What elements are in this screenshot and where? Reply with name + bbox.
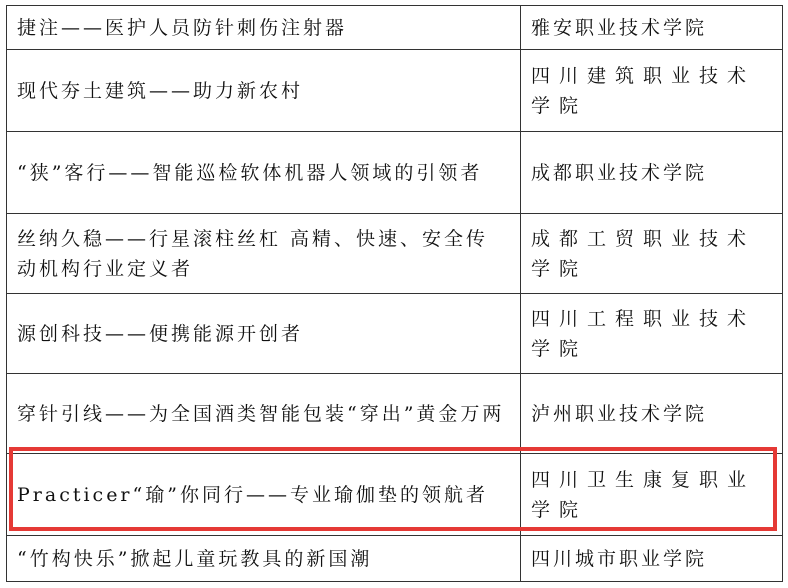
school-name-cell: 成都职业技术学院	[521, 132, 783, 214]
table-row	[7, 50, 783, 132]
school-name-cell: 泸州职业技术学院	[521, 374, 783, 454]
school-name-cell: 四川建筑职业技术学院	[521, 50, 783, 132]
school-name-cell: 四川卫生康复职业学院	[521, 454, 783, 536]
school-name-cell: 四川城市职业学院	[521, 536, 783, 582]
table-row	[7, 132, 783, 214]
table-row	[7, 536, 783, 582]
project-name-cell: 现代夯土建筑——助力新农村	[7, 50, 521, 132]
project-name-cell: 源创科技——便携能源开创者	[7, 294, 521, 374]
table-row	[7, 454, 783, 536]
table-row	[7, 214, 783, 294]
table-row	[7, 6, 783, 50]
table-row	[7, 374, 783, 454]
project-name-cell: 丝纳久稳——行星滚柱丝杠 高精、快速、安全传动机构行业定义者	[7, 214, 521, 294]
school-name-cell: 成都工贸职业技术学院	[521, 214, 783, 294]
school-name-cell: 雅安职业技术学院	[521, 6, 783, 50]
project-name-cell: 穿针引线——为全国酒类智能包装“穿出”黄金万两	[7, 374, 521, 454]
projects-table	[6, 5, 783, 582]
project-name-cell: “竹构快乐”掀起儿童玩教具的新国潮	[7, 536, 521, 582]
project-name-cell: “狭”客行——智能巡检软体机器人领域的引领者	[7, 132, 521, 214]
project-name-cell: 捷注——医护人员防针刺伤注射器	[7, 6, 521, 50]
project-name-cell: Practicer“瑜”你同行——专业瑜伽垫的领航者	[7, 454, 521, 536]
school-name-cell: 四川工程职业技术学院	[521, 294, 783, 374]
table-row	[7, 294, 783, 374]
